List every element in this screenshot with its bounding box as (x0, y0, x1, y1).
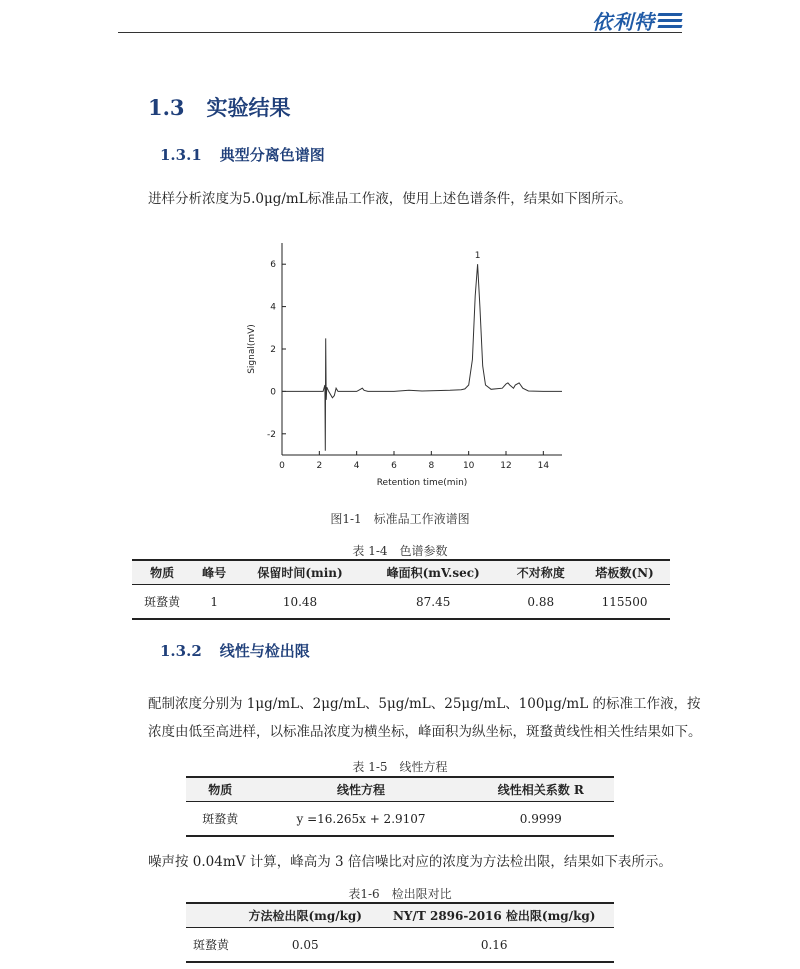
subsection-title-1: 典型分离色谱图 (219, 146, 325, 164)
y-tick-label: 0 (270, 387, 276, 398)
x-axis-label: Retention time(min) (376, 478, 468, 488)
table2-cell: 0.9999 (468, 802, 614, 837)
table-row (186, 928, 614, 963)
table1-cell: 0.88 (502, 585, 579, 620)
y-tick-label: 6 (270, 260, 276, 271)
x-tick-label: 12 (500, 461, 512, 471)
table2-cell: y =16.265x + 2.9107 (254, 802, 467, 837)
linear-equation-table (186, 776, 614, 837)
subsection-heading-1 (160, 144, 325, 165)
table2-title: 表 1-5 线性方程 (352, 760, 448, 774)
subsection-heading-2 (160, 640, 310, 661)
table1-header-cell: 不对称度 (502, 560, 579, 585)
paragraph-1: 进样分析浓度为5.0μg/mL标准品工作液，使用上述色谱条件，结果如下图所示。 (148, 191, 632, 207)
x-tick-label: 8 (428, 461, 435, 471)
paragraph-2-line-1: 配制浓度分别为 1μg/mL、2μg/mL、5μg/mL、25μg/mL、100μg/mL 的标准工作液，按 (148, 696, 701, 712)
subsection-title-2: 线性与检出限 (219, 642, 310, 660)
table-row (132, 585, 670, 620)
table3-cell: 斑蝥黄 (186, 928, 236, 963)
table3-cell: 0.16 (374, 928, 614, 963)
table2-cell: 斑蝥黄 (186, 802, 254, 837)
section-title: 实验结果 (206, 95, 291, 120)
table1-cell: 1 (192, 585, 236, 620)
table1-cell: 10.48 (236, 585, 364, 620)
table1-header-cell: 峰号 (192, 560, 236, 585)
table1-header-cell: 物质 (132, 560, 192, 585)
table2-header-row (186, 777, 614, 802)
table3-header-cell: 方法检出限(mg/kg) (236, 903, 374, 928)
company-logo (592, 6, 682, 35)
logo-text: 依利特 (592, 10, 655, 34)
table3-title: 表1-6 检出限对比 (348, 887, 452, 901)
y-tick-label: 4 (270, 302, 276, 313)
table3-header-cell (186, 903, 236, 928)
table1-header-row (132, 560, 670, 585)
table1-header-cell: 峰面积(mV.sec) (364, 560, 503, 585)
table3-header-row (186, 903, 614, 928)
subsection-number-1: 1.3.1 (160, 146, 202, 164)
table1-header-cell: 保留时间(min) (236, 560, 364, 585)
chromatogram-chart (238, 238, 578, 490)
chromatogram-trace (282, 264, 562, 451)
x-tick-label: 0 (279, 461, 285, 471)
chart-marks (282, 251, 562, 451)
x-tick-label: 4 (353, 461, 360, 471)
x-tick-label: 10 (462, 461, 475, 471)
peak-label: 1 (474, 250, 481, 261)
detection-limit-table (186, 902, 614, 963)
chromatographic-parameters-table (132, 559, 670, 620)
paragraph-2-line-2: 浓度由低至高进样，以标准品浓度为横坐标，峰面积为纵坐标，斑蝥黄线性相关性结果如下。 (148, 724, 702, 740)
x-tick-label: 2 (316, 461, 323, 471)
table1-title: 表 1-4 色谱参数 (352, 544, 448, 558)
y-tick-label: -2 (267, 429, 276, 440)
section-number: 1.3 (148, 95, 185, 120)
y-tick-label: 2 (270, 345, 276, 355)
logo-lines-icon (658, 10, 682, 31)
table1-cell: 115500 (579, 585, 670, 620)
table3-cell: 0.05 (236, 928, 374, 963)
table3-header-cell: NY/T 2896-2016 检出限(mg/kg) (374, 903, 614, 928)
table1-cell: 87.45 (364, 585, 503, 620)
section-heading (148, 92, 291, 122)
table2-header-cell: 线性方程 (254, 777, 467, 802)
table-row (186, 802, 614, 837)
table1-header-cell: 塔板数(N) (579, 560, 670, 585)
table1-cell: 斑蝥黄 (132, 585, 192, 620)
table2-header-cell: 物质 (186, 777, 254, 802)
subsection-number-2: 1.3.2 (160, 642, 202, 660)
header-divider (118, 32, 682, 33)
figure-caption: 图1-1 标准品工作液谱图 (330, 512, 470, 526)
paragraph-3: 噪声按 0.04mV 计算，峰高为 3 倍信噪比对应的浓度为方法检出限，结果如下表所示。 (148, 854, 672, 870)
chart-axes (247, 243, 562, 488)
table2-header-cell: 线性相关系数 R (468, 777, 614, 802)
x-tick-label: 14 (537, 461, 550, 471)
x-tick-label: 6 (391, 461, 397, 471)
y-axis-label: Signal(mV) (247, 324, 257, 374)
